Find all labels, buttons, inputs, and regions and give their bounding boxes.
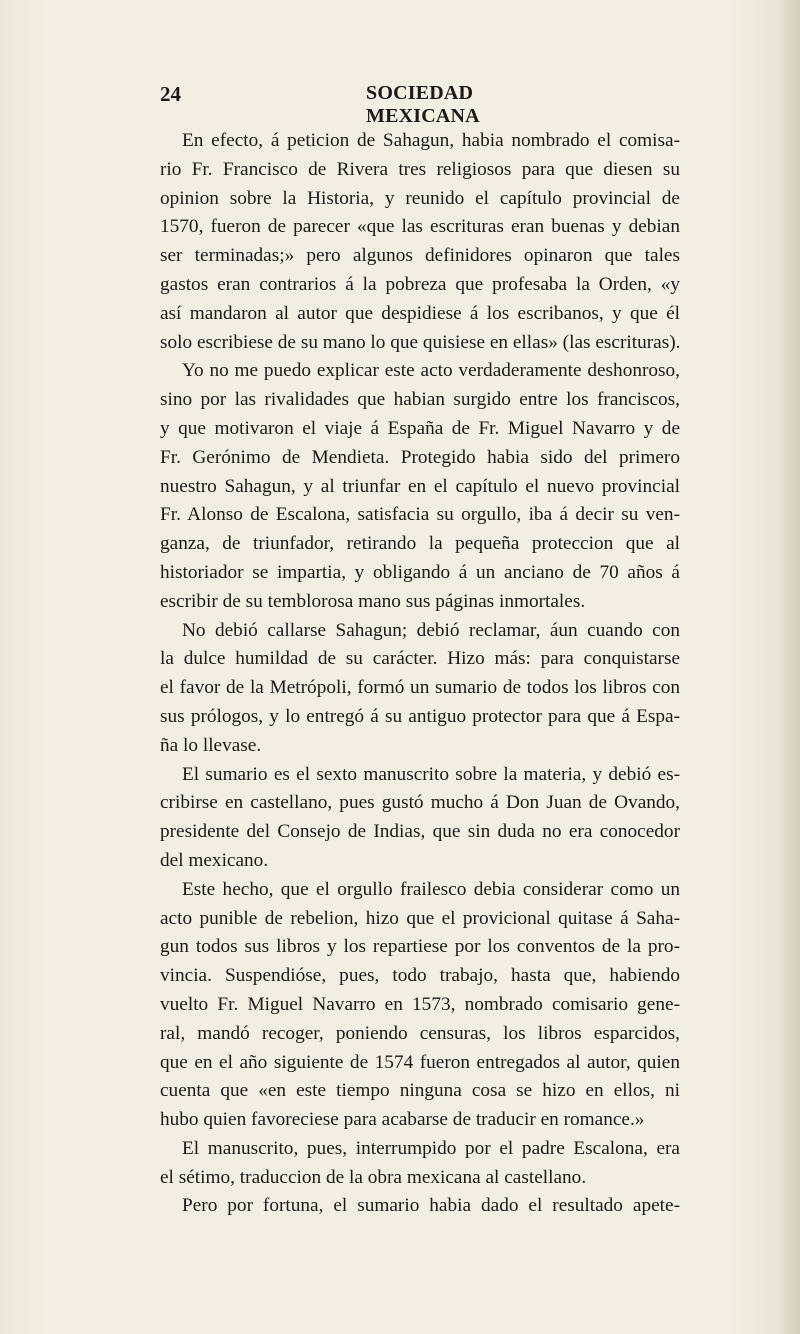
text-line: ral, mandó recoger, poniendo censuras, los libros esparcidos, (160, 1022, 680, 1044)
text-line: ña lo llevase. (160, 734, 262, 756)
running-title: SOCIEDAD MEXICANA (366, 82, 480, 127)
page-header (160, 82, 540, 127)
text-line: Fr. Alonso de Escalona, satisfacia su orgullo, iba á decir su ven- (160, 504, 680, 526)
text-line: rio Fr. Francisco de Rivera tres religiosos para que diesen su (160, 158, 680, 180)
text-line: del mexicano. (160, 849, 269, 871)
text-line: sino por las rivalidades que habian surgido entre los franciscos, (160, 389, 680, 411)
text-line: hubo quien favoreciese para acabarse de traducir en romance.» (160, 1109, 645, 1131)
text-line: 1570, fueron de parecer «que las escrituras eran buenas y debian (160, 216, 680, 238)
text-line: vuelto Fr. Miguel Navarro en 1573, nombrado comisario gene- (160, 993, 680, 1015)
text-line: cribirse en castellano, pues gustó mucho á Don Juan de Ovando, (160, 792, 680, 814)
text-line: ser terminadas;» pero algunos definidores opinaron que tales (160, 245, 680, 267)
text-line: El sumario es el sexto manuscrito sobre la materia, y debió es- (182, 763, 680, 785)
text-line: el sétimo, traduccion de la obra mexicana al castellano. (160, 1166, 587, 1188)
text-line: Fr. Gerónimo de Mendieta. Protegido habia sido del primero (160, 446, 680, 468)
text-line: cuenta que «en este tiempo ninguna cosa se hizo en ellos, ni (160, 1080, 680, 1102)
text-line: el favor de la Metrópoli, formó un sumario de todos los libros con (160, 677, 680, 699)
text-line: historiador se impartia, y obligando á un anciano de 70 años á (160, 561, 680, 583)
page-number: 24 (160, 82, 181, 106)
text-line: gastos eran contrarios á la pobreza que profesaba la Orden, «y (160, 273, 680, 295)
text-line: presidente del Consejo de Indias, que sin duda no era conocedor (160, 821, 680, 843)
text-line: solo escribiese de su mano lo que quisiese en ellas» (las escrituras). (160, 331, 680, 353)
text-line: En efecto, á peticion de Sahagun, habia nombrado el comisa- (182, 130, 680, 151)
text-line: Pero por fortuna, el sumario habia dado el resultado apete- (182, 1195, 680, 1217)
text-line: acto punible de rebelion, hizo que el provicional quitase á Saha- (160, 907, 680, 929)
text-line: así mandaron al autor que despidiese á los escribanos, y que él (160, 302, 680, 324)
text-line: ganza, de triunfador, retirando la pequeña proteccion que al (160, 533, 680, 555)
text-line: y que motivaron el viaje á España de Fr. Miguel Navarro y de (160, 417, 680, 439)
text-line: escribir de su temblorosa mano sus páginas inmortales. (160, 590, 586, 612)
text-line: sus prólogos, y lo entregó á su antiguo protector para que á Espa- (160, 705, 680, 727)
text-line: gun todos sus libros y los repartiese por los conventos de la pro- (160, 936, 680, 958)
text-line: la dulce humildad de su carácter. Hizo más: para conquistarse (160, 648, 680, 670)
text-line: vincia. Suspendióse, pues, todo trabajo, hasta que, habiendo (160, 965, 680, 987)
page-edge-shadow (778, 0, 800, 1334)
text-line: El manuscrito, pues, interrumpido por el padre Escalona, era (182, 1137, 680, 1159)
text-line: Este hecho, que el orgullo frailesco debia considerar como un (182, 878, 680, 900)
body-text (160, 127, 680, 1221)
text-line: nuestro Sahagun, y al triunfar en el capítulo el nuevo provincial (160, 475, 680, 497)
text-line: que en el año siguiente de 1574 fueron entregados al autor, quien (160, 1051, 680, 1073)
text-line: Yo no me puedo explicar este acto verdaderamente deshonroso, (182, 360, 680, 382)
text-line: opinion sobre la Historia, y reunido el capítulo provincial de (160, 187, 680, 209)
text-line: No debió callarse Sahagun; debió reclamar, áun cuando con (182, 619, 680, 641)
